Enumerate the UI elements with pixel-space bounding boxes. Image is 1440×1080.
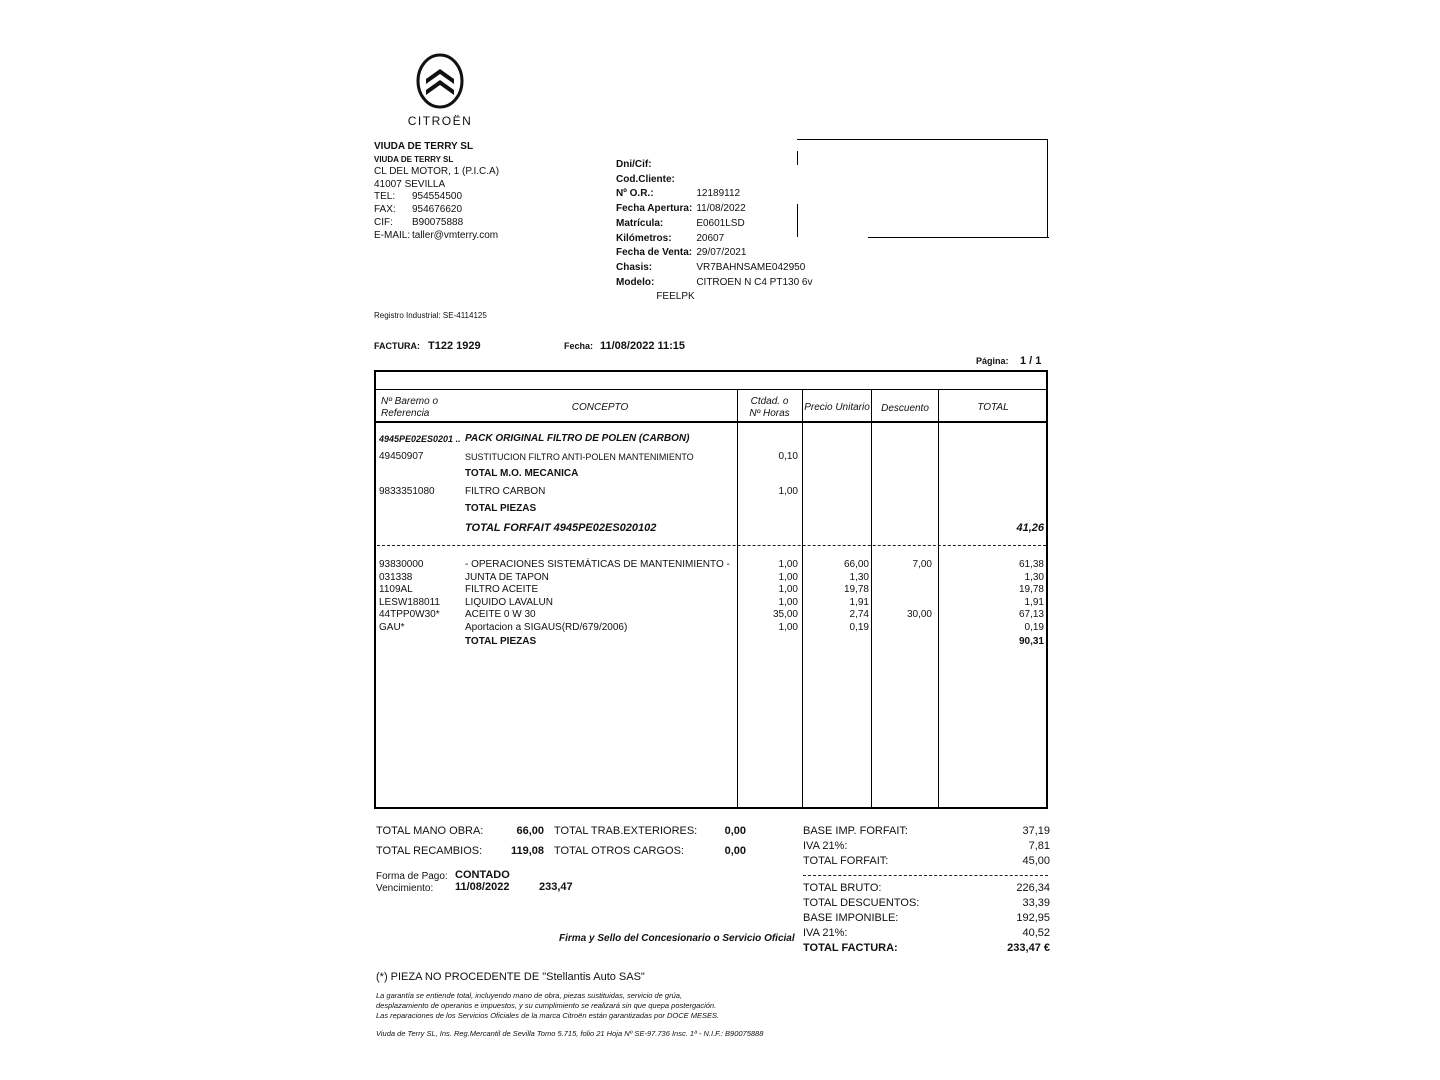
- summary-value: 226,34: [1016, 882, 1050, 894]
- client-field-value: FEELPK: [656, 291, 695, 303]
- pack-ref: 4945PE02ES0201 ..: [379, 434, 461, 444]
- citroen-logo-icon: [414, 52, 466, 110]
- item-ref: LESW188011: [379, 596, 440, 608]
- item-total: 0,19: [1024, 621, 1044, 633]
- vencimiento-date: 11/08/2022: [455, 881, 510, 893]
- item-price: 66,00: [843, 559, 869, 570]
- col-divider: [871, 389, 872, 809]
- summary-row: [803, 824, 1050, 839]
- footer-garantia-line2: desplazamiento de operarios e impuestos, y su cumplimiento se realizará sin que quepa postergación.: [376, 1001, 717, 1010]
- client-field-value: 20607: [696, 232, 725, 244]
- summary-row: [803, 911, 1050, 926]
- item-ref: 031338: [379, 571, 413, 583]
- total-mano-obra-value: 66,00: [516, 825, 544, 837]
- summary-value: 33,39: [1022, 897, 1050, 909]
- company-contacts: [374, 191, 498, 242]
- invoice-summary: [803, 881, 1050, 956]
- client-field-label: Nº O.R.:: [616, 188, 654, 200]
- item-price: 1,91: [849, 596, 869, 608]
- registro-industrial: Registro Industrial: SE-4114125: [374, 311, 487, 320]
- total-trab-ext-value: 0,00: [724, 825, 746, 837]
- table-row-concept: FILTRO CARBON: [465, 486, 546, 497]
- client-field-value: 12189112: [696, 188, 741, 200]
- client-details: [616, 159, 812, 304]
- items-total-value: 90,31: [1018, 636, 1044, 647]
- forma-pago-label: Forma de Pago:: [376, 871, 448, 882]
- item-concept: FILTRO ACEITE: [465, 584, 539, 595]
- firma-sello: Firma y Sello del Concesionario o Servicio Oficial: [559, 933, 795, 944]
- client-field-label: Dni/Cif:: [616, 159, 652, 170]
- contact-label: FAX:: [374, 204, 396, 215]
- contact-value: B90075888: [412, 217, 464, 228]
- client-field-label: Modelo:: [616, 276, 655, 288]
- items-ref-column: [379, 559, 440, 634]
- items-total-label: TOTAL PIEZAS: [465, 636, 537, 647]
- fecha-label: Fecha:: [564, 341, 594, 351]
- pack-separator: [377, 545, 1046, 546]
- client-field-label: Cod.Cliente:: [616, 173, 675, 185]
- item-ref: 93830000: [379, 559, 424, 570]
- header-ref: [381, 397, 438, 419]
- summary-row: [803, 881, 1050, 896]
- forfait-summary: [803, 824, 1050, 869]
- header-qty-line1: Ctdad. o: [750, 396, 789, 407]
- pack-total-value: 41,26: [1016, 522, 1044, 534]
- table-top-rule: [374, 389, 1048, 390]
- summary-value: 192,95: [1016, 912, 1050, 924]
- total-otros-value: 0,00: [724, 845, 746, 857]
- client-field-value: [696, 159, 812, 172]
- header-qty: [737, 397, 802, 419]
- header-qty-line2: Nº Horas: [749, 408, 790, 419]
- summary-label: TOTAL DESCUENTOS:: [803, 897, 920, 909]
- items-total-column: [960, 559, 1044, 649]
- fecha-value: 11/08/2022 11:15: [600, 340, 686, 352]
- factura-label: FACTURA:: [374, 341, 420, 351]
- item-discount: [874, 584, 932, 597]
- table-row-qty: 0,10: [778, 451, 798, 462]
- item-price: 0,19: [849, 621, 869, 633]
- pack-title: PACK ORIGINAL FILTRO DE POLEN (CARBON): [465, 433, 690, 444]
- address-box: [797, 139, 1048, 238]
- header-precio: Precio Unitario: [804, 402, 870, 413]
- table-row-concept: TOTAL M.O. MECANICA: [465, 468, 579, 479]
- client-field-label: Fecha Apertura:: [616, 203, 693, 215]
- forma-pago-value: CONTADO: [455, 869, 510, 881]
- client-field-value: [696, 174, 812, 187]
- item-qty: 35,00: [772, 609, 798, 620]
- item-concept: Aportacion a SIGAUS(RD/679/2006): [465, 621, 628, 633]
- item-ref: GAU*: [379, 621, 405, 633]
- pagina-label: Página:: [976, 356, 1009, 366]
- item-discount: 30,00: [906, 609, 932, 620]
- total-mano-obra-label: TOTAL MANO OBRA:: [376, 825, 484, 837]
- table-row-ref: 49450907: [379, 451, 424, 462]
- col-divider: [737, 389, 738, 809]
- contact-label: TEL:: [374, 191, 396, 202]
- summary-row: [803, 854, 1050, 869]
- footer-pieza-note: (*) PIEZA NO PROCEDENTE DE "Stellantis Auto SAS": [376, 971, 645, 983]
- col-divider: [802, 389, 803, 809]
- items-concept-column: [465, 559, 730, 649]
- item-qty: 1,00: [778, 621, 798, 633]
- table-row-qty: 1,00: [778, 486, 798, 497]
- summary-row: [803, 839, 1050, 854]
- header-concepto: CONCEPTO: [571, 402, 629, 413]
- table-row-concept: TOTAL PIEZAS: [465, 503, 537, 514]
- summary-value: 37,19: [1022, 825, 1050, 837]
- item-concept: LIQUIDO LAVALUN: [465, 596, 553, 608]
- total-recambios-value: 119,08: [510, 845, 544, 857]
- client-field-value: E0601LSD: [696, 217, 745, 229]
- summary-value: 45,00: [1022, 855, 1050, 867]
- address-box-left-tick: [797, 151, 798, 165]
- total-trab-ext-label: TOTAL TRAB.EXTERIORES:: [554, 825, 698, 837]
- item-discount: [874, 572, 932, 585]
- company-name: VIUDA DE TERRY SL: [374, 141, 474, 152]
- pack-total-label: TOTAL FORFAIT 4945PE02ES020102: [465, 522, 657, 534]
- factura-number: T122 1929: [428, 340, 481, 352]
- item-total: 61,38: [1018, 559, 1044, 570]
- items-qty-column: [740, 559, 798, 634]
- item-total: 1,30: [1024, 571, 1044, 583]
- item-qty: 1,00: [778, 596, 798, 608]
- items-price-column: [806, 559, 869, 634]
- total-factura-row: [803, 941, 1050, 956]
- client-field-value: 11/08/2022: [696, 203, 746, 215]
- client-field-label: Matrícula:: [616, 217, 664, 229]
- summary-value: 7,81: [1028, 840, 1050, 852]
- header-total: TOTAL: [977, 402, 1009, 413]
- item-total: 1,91: [1024, 596, 1044, 608]
- item-total: 19,78: [1018, 584, 1044, 595]
- item-qty: 1,00: [778, 584, 798, 595]
- item-ref: 1109AL: [379, 584, 413, 595]
- company-address-line2: 41007 SEVILLA: [374, 179, 446, 190]
- table-header-rule: [374, 421, 1048, 423]
- total-otros-label: TOTAL OTROS CARGOS:: [554, 845, 684, 857]
- summary-label: BASE IMP. FORFAIT:: [803, 825, 908, 837]
- client-field-label: Fecha de Venta:: [616, 247, 693, 259]
- header-descuento: Descuento: [881, 403, 929, 414]
- contact-value: 954676620: [412, 204, 463, 215]
- vencimiento-amount: 233,47: [539, 881, 573, 893]
- company-subname: VIUDA DE TERRY SL: [374, 155, 454, 164]
- item-concept: - OPERACIONES SISTEMÁTICAS DE MANTENIMIENTO -: [465, 559, 730, 570]
- footer-legal: Viuda de Terry SL, Ins. Reg.Mercantil de Sevilla Tomo 5.715, folio 21 Hoja Nº SE-97.736 Insc. 1ª - N.I.F.: B90075888: [376, 1029, 764, 1038]
- item-qty: 1,00: [778, 571, 798, 583]
- summary-value: 40,52: [1022, 927, 1050, 939]
- pagina-value: 1 / 1: [1020, 355, 1042, 367]
- table-row-ref: 9833351080: [379, 486, 435, 497]
- contact-value: taller@vmterry.com: [412, 230, 499, 241]
- contact-label: CIF:: [374, 217, 393, 228]
- item-concept: ACEITE 0 W 30: [465, 609, 536, 620]
- header-ref-line2: Referencia: [381, 408, 430, 419]
- total-factura-label: TOTAL FACTURA:: [803, 942, 898, 954]
- summary-label: IVA 21%:: [803, 840, 848, 852]
- summary-label: BASE IMPONIBLE:: [803, 912, 899, 924]
- item-total: 67,13: [1018, 609, 1044, 620]
- item-qty: 1,00: [778, 559, 798, 570]
- item-concept: JUNTA DE TAPON: [465, 571, 549, 583]
- item-discount: 7,00: [912, 559, 932, 570]
- vencimiento-label: Vencimiento:: [376, 883, 434, 894]
- address-box-left-tick: [797, 204, 798, 237]
- total-recambios-label: TOTAL RECAMBIOS:: [376, 845, 483, 857]
- item-discount: [874, 597, 932, 610]
- summary-label: TOTAL BRUTO:: [803, 882, 882, 894]
- client-field-value: VR7BAHNSAME042950: [696, 261, 806, 273]
- summary-row: [803, 926, 1050, 941]
- item-price: 1,30: [849, 571, 869, 583]
- item-discount: [874, 622, 932, 635]
- summary-row: [803, 896, 1050, 911]
- table-row-concept: SUSTITUCION FILTRO ANTI-POLEN MANTENIMIENTO: [465, 452, 694, 462]
- items-discount-column: [874, 559, 932, 634]
- footer-garantia-line1: La garantía se entiende total, incluyendo mano de obra, piezas sustituidas, servicio de grúa,: [376, 991, 683, 1000]
- client-field-value: 29/07/2021: [696, 247, 747, 259]
- col-divider: [938, 389, 939, 809]
- contact-label: E-MAIL:: [374, 230, 411, 241]
- address-box-bottom-line: [868, 237, 1049, 238]
- client-field-label: Chasis:: [616, 261, 653, 273]
- client-field-value: CITROEN N C4 PT130 6v: [696, 276, 813, 288]
- summary-separator: [803, 875, 1048, 876]
- summary-label: IVA 21%:: [803, 927, 848, 939]
- contact-value: 954554500: [412, 191, 463, 202]
- item-price: 2,74: [849, 609, 869, 620]
- header-ref-line1: Nº Baremo o: [381, 396, 439, 407]
- client-field-label: Kilómetros:: [616, 232, 672, 244]
- item-ref: 44TPP0W30*: [379, 609, 440, 620]
- brand-name: CITROËN: [407, 114, 473, 128]
- total-factura-value: 233,47 €: [1007, 942, 1050, 954]
- item-price: 19,78: [843, 584, 869, 595]
- summary-label: TOTAL FORFAIT:: [803, 855, 889, 867]
- footer-garantia-line3: Las reparaciones de los Servicios Oficiales de la marca Citroën están garantizadas por DOCE MESES.: [376, 1011, 720, 1020]
- company-address-line1: CL DEL MOTOR, 1 (P.I.C.A): [374, 166, 500, 177]
